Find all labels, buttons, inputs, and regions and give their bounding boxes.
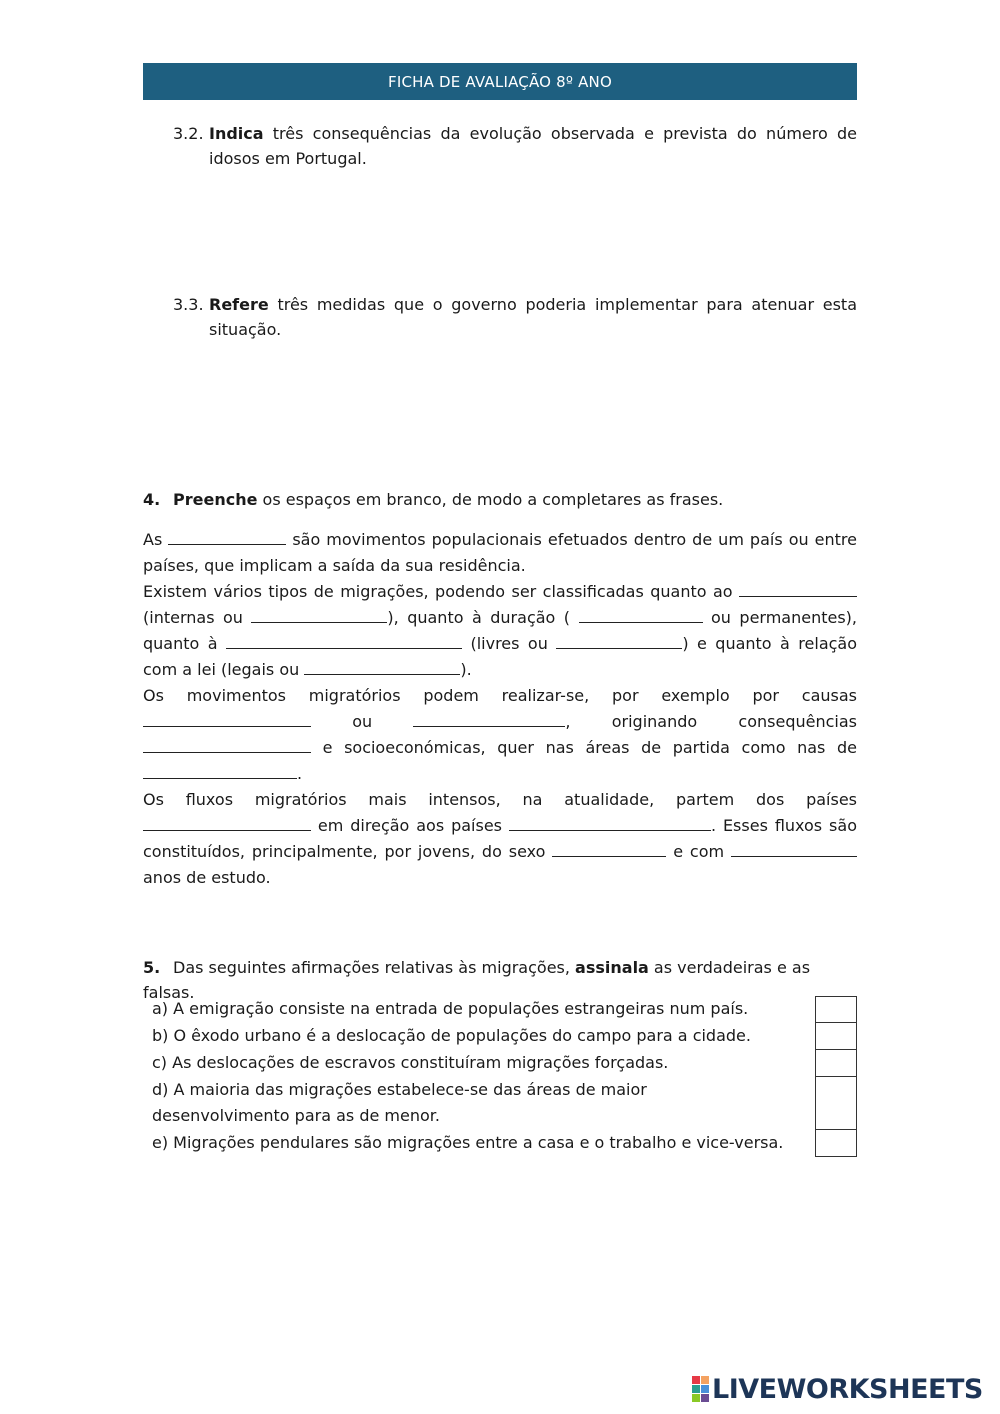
text-fragment: .	[297, 764, 303, 783]
page-header	[143, 63, 857, 100]
blank-field[interactable]	[552, 842, 666, 857]
liveworksheets-logo	[692, 1374, 983, 1404]
true-false-list	[152, 996, 857, 1157]
text-fragment: Existem vários tipos de migrações, podendo ser classificadas quanto ao	[143, 582, 739, 601]
statement-text: b) O êxodo urbano é a deslocação de populações do campo para a cidade.	[152, 1026, 751, 1045]
question-text: Das seguintes afirmações relativas às migrações,	[173, 958, 576, 977]
text-fragment: ou permanentes), quanto à	[143, 608, 858, 653]
statement-text: c) As deslocações de escravos constituíram migrações forçadas.	[152, 1053, 669, 1072]
answer-box[interactable]	[815, 996, 857, 1023]
answer-box[interactable]	[815, 1023, 857, 1050]
question-verb: Indica	[209, 124, 264, 143]
text-fragment: As	[143, 530, 169, 549]
text-fragment: . Esses fluxos são constituídos, principalmente, por jovens, do sexo	[143, 816, 857, 861]
question-text: as verdadeiras e as falsas.	[143, 958, 811, 1002]
text-fragment: (livres ou	[462, 634, 557, 653]
text-fragment: e socioeconómicas, quer nas áreas de partida como nas de	[311, 738, 857, 757]
statement-item	[152, 1077, 857, 1130]
text-fragment: anos de estudo.	[143, 868, 271, 887]
answer-box[interactable]	[815, 1050, 857, 1077]
question-verb: Refere	[209, 295, 269, 314]
logo-text: LIVEWORKSHEETS	[712, 1373, 983, 1405]
question-number: 3.3.	[173, 295, 204, 314]
answer-box[interactable]	[815, 1130, 857, 1157]
blank-field[interactable]	[143, 738, 311, 753]
text-fragment: Os fluxos migratórios mais intensos, na atualidade, partem dos países	[143, 790, 857, 809]
statement-text: d) A maioria das migrações estabelece-se das áreas de maior desenvolvimento para as de menor.	[152, 1080, 647, 1125]
text-fragment: em direção aos países	[311, 816, 509, 835]
blank-field[interactable]	[739, 582, 857, 597]
question-4	[143, 487, 857, 512]
question-3-3	[173, 292, 857, 342]
question-text: três medidas que o governo poderia implementar para atenuar esta situação.	[209, 295, 857, 339]
fill-in-paragraph	[143, 527, 857, 891]
text-fragment: Os movimentos migratórios podem realizar-se, por exemplo por causas	[143, 686, 857, 705]
question-number: 4.	[143, 490, 161, 509]
text-fragment: e com	[666, 842, 731, 861]
question-text: três consequências da evolução observada e prevista do número de idosos em Portugal.	[209, 124, 857, 168]
header-title: FICHA DE AVALIAÇÃO 8º ANO	[388, 72, 612, 91]
question-number: 3.2.	[173, 124, 204, 143]
blank-field[interactable]	[413, 712, 565, 727]
question-verb: Preenche	[173, 490, 258, 509]
blank-field[interactable]	[304, 660, 460, 675]
text-fragment: ) e quanto à relação com a lei (legais ou	[143, 634, 858, 679]
blank-field[interactable]	[226, 634, 462, 649]
question-verb: assinala	[575, 958, 649, 977]
statement-item	[152, 1050, 857, 1077]
text-fragment: (internas ou	[143, 608, 252, 627]
liveworksheets-logo-icon	[692, 1376, 709, 1402]
statement-item	[152, 1130, 857, 1157]
statement-item	[152, 1023, 857, 1050]
blank-field[interactable]	[556, 634, 682, 649]
text-fragment: ), quanto à duração (	[387, 608, 579, 627]
blank-field[interactable]	[168, 530, 286, 545]
blank-field[interactable]	[579, 608, 703, 623]
text-fragment: ).	[460, 660, 472, 679]
text-fragment: , originando consequências	[565, 712, 857, 731]
text-fragment: são movimentos populacionais efetuados dentro de um país ou entre países, que implicam a saída da sua residência.	[143, 530, 857, 575]
blank-field[interactable]	[731, 842, 857, 857]
blank-field[interactable]	[143, 712, 311, 727]
question-number: 5.	[143, 958, 161, 977]
statement-item	[152, 996, 857, 1023]
statement-text: e) Migrações pendulares são migrações entre a casa e o trabalho e vice-versa.	[152, 1133, 784, 1152]
question-3-2	[173, 121, 857, 171]
question-text: os espaços em branco, de modo a completares as frases.	[257, 490, 724, 509]
answer-box[interactable]	[815, 1077, 857, 1130]
blank-field[interactable]	[143, 816, 311, 831]
blank-field[interactable]	[509, 816, 711, 831]
blank-field[interactable]	[143, 764, 297, 779]
text-fragment: ou	[311, 712, 414, 731]
blank-field[interactable]	[251, 608, 387, 623]
statement-text: a) A emigração consiste na entrada de populações estrangeiras num país.	[152, 999, 749, 1018]
